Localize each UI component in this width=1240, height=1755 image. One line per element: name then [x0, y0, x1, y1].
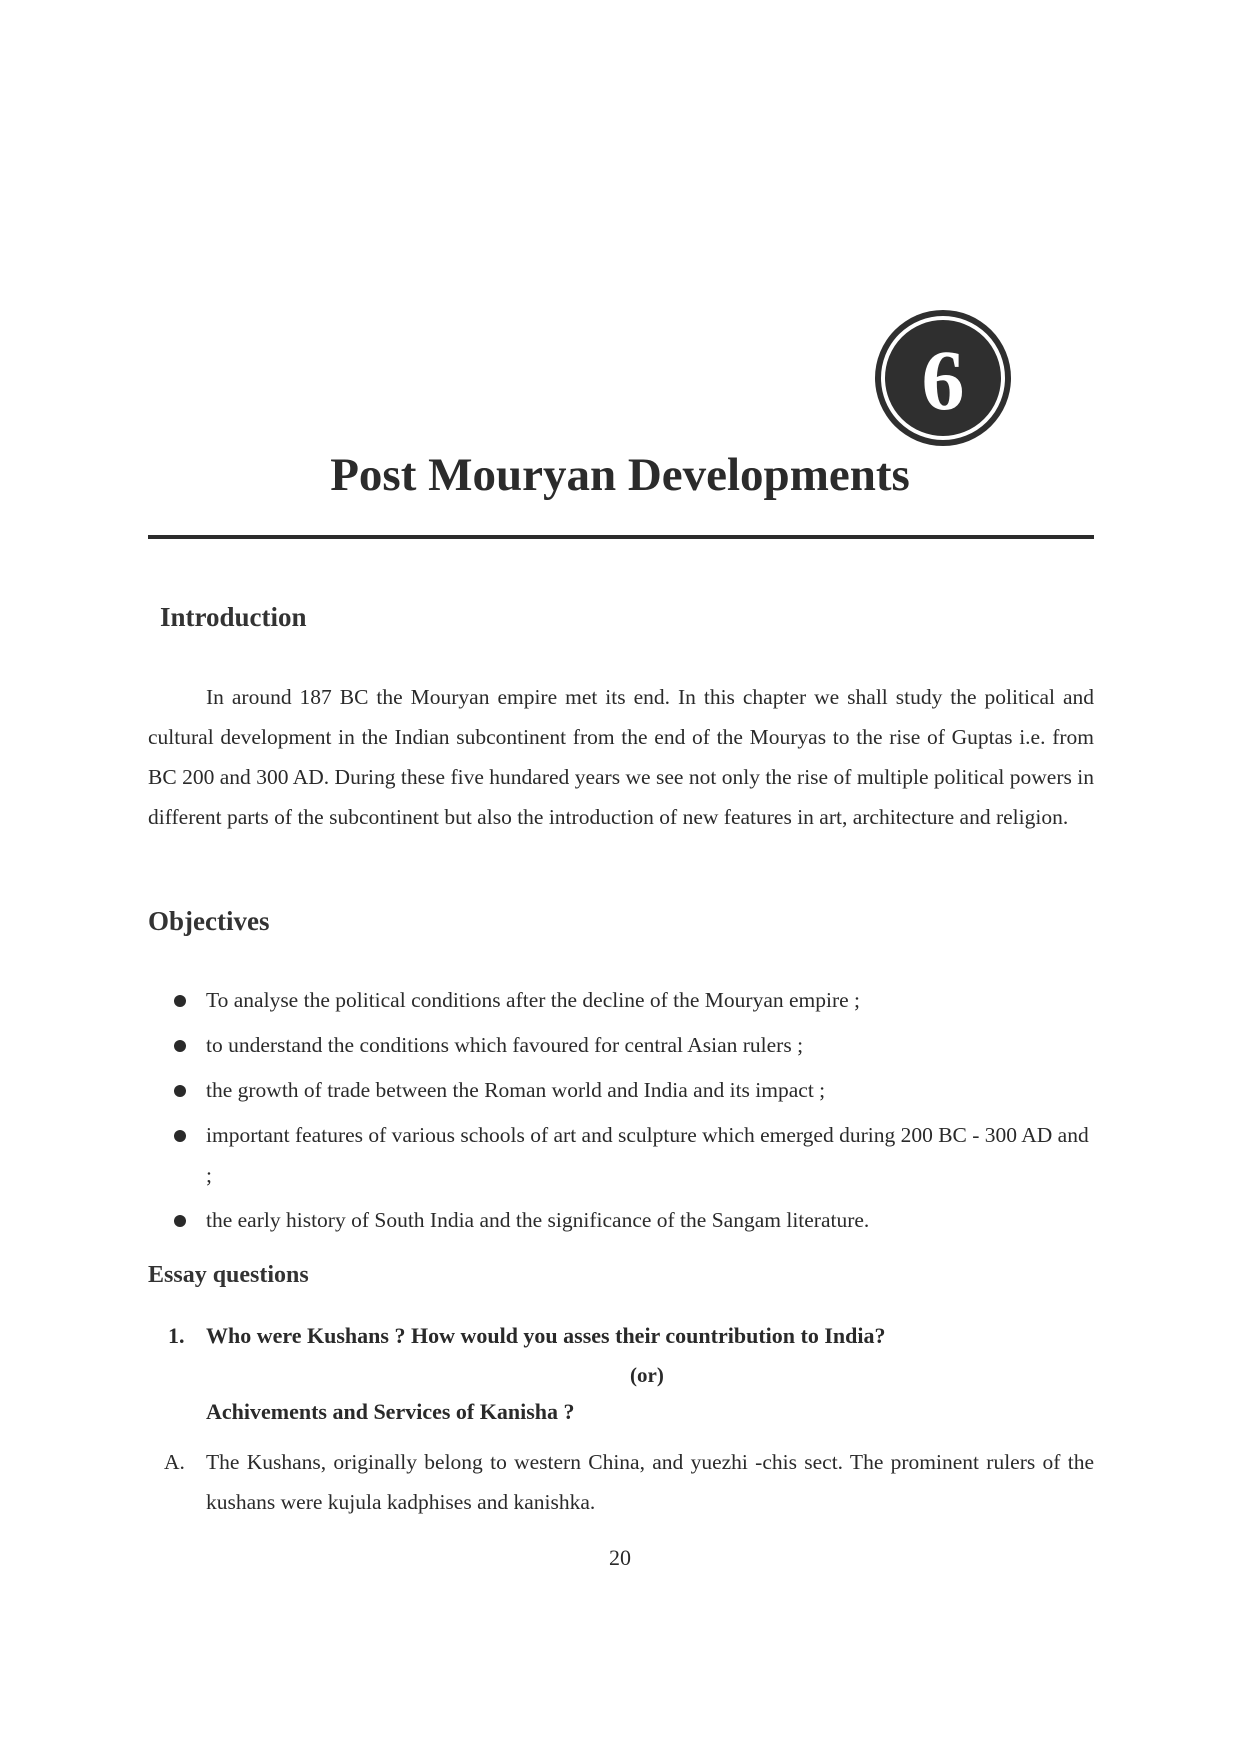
page-number: 20	[609, 1545, 631, 1570]
bullet-icon	[174, 1215, 186, 1227]
chapter-number-ring	[881, 316, 1005, 440]
objective-item	[148, 1025, 1094, 1065]
objective-item	[148, 1115, 1094, 1195]
bullet-icon	[174, 1040, 186, 1052]
answer-marker: A.	[164, 1450, 185, 1474]
objective-text: To analyse the political conditions after the decline of the Mouryan empire ;	[206, 988, 861, 1012]
bullet-icon	[174, 1130, 186, 1142]
objective-text: important features of various schools of art and sculpture which emerged during 200 BC - 300 AD and ;	[206, 1123, 1089, 1187]
introduction-paragraph: In around 187 BC the Mouryan empire met its end. In this chapter we shall study the political and cultural development in the Indian subcontinent from the end of the Mouryas to the rise of Guptas i.e. from BC 200 and 300 AD. During these five hundared years we see not only the rise of multiple political powers in different parts of the subcontinent but also the introduction of new features in art, architecture and religion.	[148, 685, 1094, 829]
or-separator: (or)	[630, 1363, 664, 1387]
objective-item	[148, 1200, 1094, 1240]
bullet-icon	[174, 1085, 186, 1097]
answer-block	[148, 1442, 1094, 1522]
objective-item	[148, 1070, 1094, 1110]
introduction-heading: Introduction	[160, 602, 307, 632]
essay-questions-heading: Essay questions	[148, 1262, 309, 1288]
chapter-number: 6	[921, 332, 965, 428]
objective-text: the early history of South India and the significance of the Sangam literature.	[206, 1208, 870, 1232]
chapter-title: Post Mouryan Developments	[330, 449, 910, 501]
question-number: 1.	[168, 1323, 185, 1348]
objectives-heading: Objectives	[148, 906, 270, 936]
bullet-icon	[174, 995, 186, 1007]
essay-question-1	[168, 1318, 885, 1354]
objective-text: the growth of trade between the Roman world and India and its impact ;	[206, 1078, 826, 1102]
alternate-question: Achivements and Services of Kanisha ?	[206, 1399, 575, 1424]
objectives-list	[148, 980, 1094, 1245]
question-text: Who were Kushans ? How would you asses their countribution to India?	[206, 1323, 886, 1348]
objective-item	[148, 980, 1094, 1020]
objective-text: to understand the conditions which favoured for central Asian rulers ;	[206, 1033, 804, 1057]
title-divider	[148, 535, 1094, 539]
chapter-number-badge	[875, 310, 1011, 446]
answer-text: The Kushans, originally belong to western China, and yuezhi -chis sect. The prominent rulers of the kushans were kujula kadphises and kanishka.	[206, 1450, 1094, 1514]
